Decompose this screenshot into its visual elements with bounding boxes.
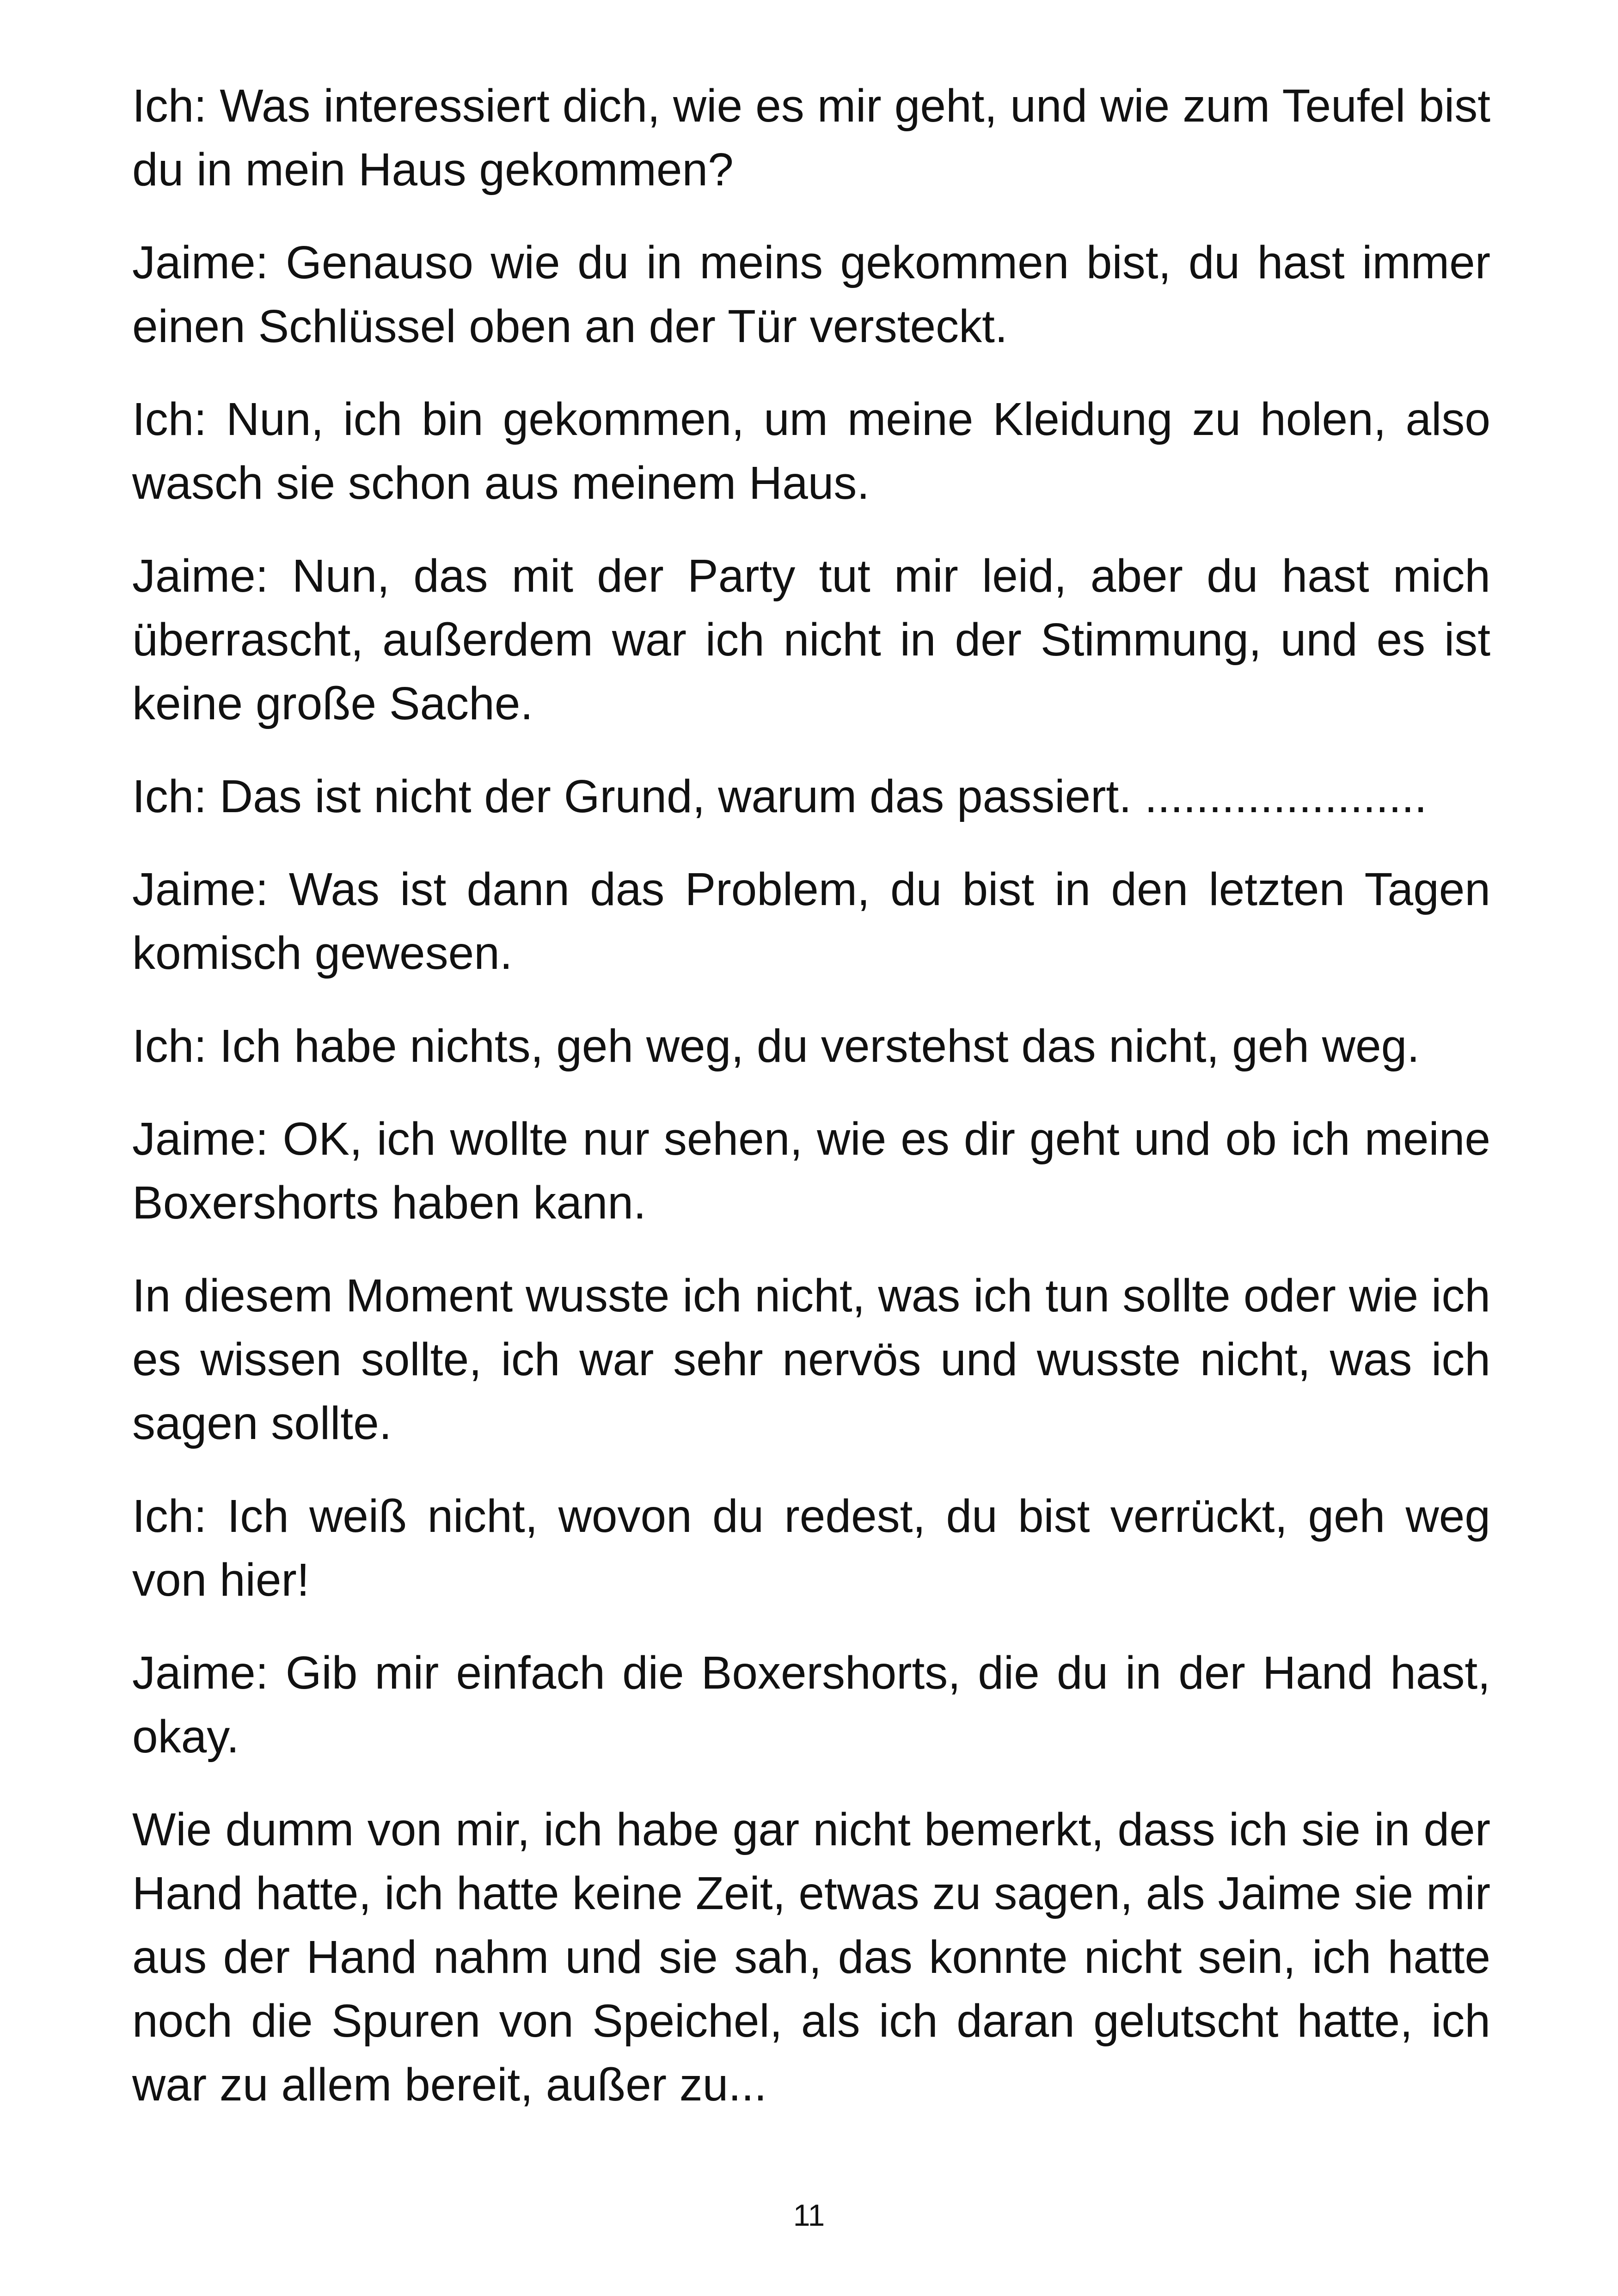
paragraph: Ich: Ich habe nichts, geh weg, du verstehst das nicht, geh weg. (132, 1020, 1420, 1072)
paragraph: Wie dumm von mir, ich habe gar nicht bemerkt, dass ich sie in der Hand hatte, ich hatte keine Zeit, etwas zu sagen, als Jaime sie mir aus der Hand nahm und sie sah, das konnte nicht sein, ich hatte noch die Spuren von Speichel, als ich daran gelutscht hatte, ich war zu allem bereit, außer zu... (132, 1804, 1490, 2111)
paragraph: Jaime: OK, ich wollte nur sehen, wie es dir geht und ob ich meine Boxershorts haben kann. (132, 1113, 1490, 1229)
page-number: 11 (793, 2198, 825, 2232)
page-body (132, 74, 1490, 2146)
paragraph: Ich: Das ist nicht der Grund, warum das passiert. ...................... (132, 771, 1427, 822)
paragraph: Jaime: Was ist dann das Problem, du bist in den letzten Tagen komisch gewesen. (132, 863, 1490, 979)
paragraph: Ich: Was interessiert dich, wie es mir geht, und wie zum Teufel bist du in mein Haus gekommen? (132, 80, 1490, 196)
paragraph: Jaime: Genauso wie du in meins gekommen bist, du hast immer einen Schlüssel oben an der Tür versteckt. (132, 237, 1490, 352)
paragraph: In diesem Moment wusste ich nicht, was ich tun sollte oder wie ich es wissen sollte, ich war sehr nervös und wusste nicht, was ich sagen sollte. (132, 1270, 1490, 1449)
paragraph: Jaime: Nun, das mit der Party tut mir leid, aber du hast mich überrascht, außerdem war ich nicht in der Stimmung, und es ist keine große Sache. (132, 550, 1490, 729)
paragraph: Jaime: Gib mir einfach die Boxershorts, die du in der Hand hast, okay. (132, 1647, 1490, 1763)
paragraph: Ich: Ich weiß nicht, wovon du redest, du bist verrückt, geh weg von hier! (132, 1490, 1490, 1606)
paragraph: Ich: Nun, ich bin gekommen, um meine Kleidung zu holen, also wasch sie schon aus meinem Haus. (132, 393, 1490, 509)
